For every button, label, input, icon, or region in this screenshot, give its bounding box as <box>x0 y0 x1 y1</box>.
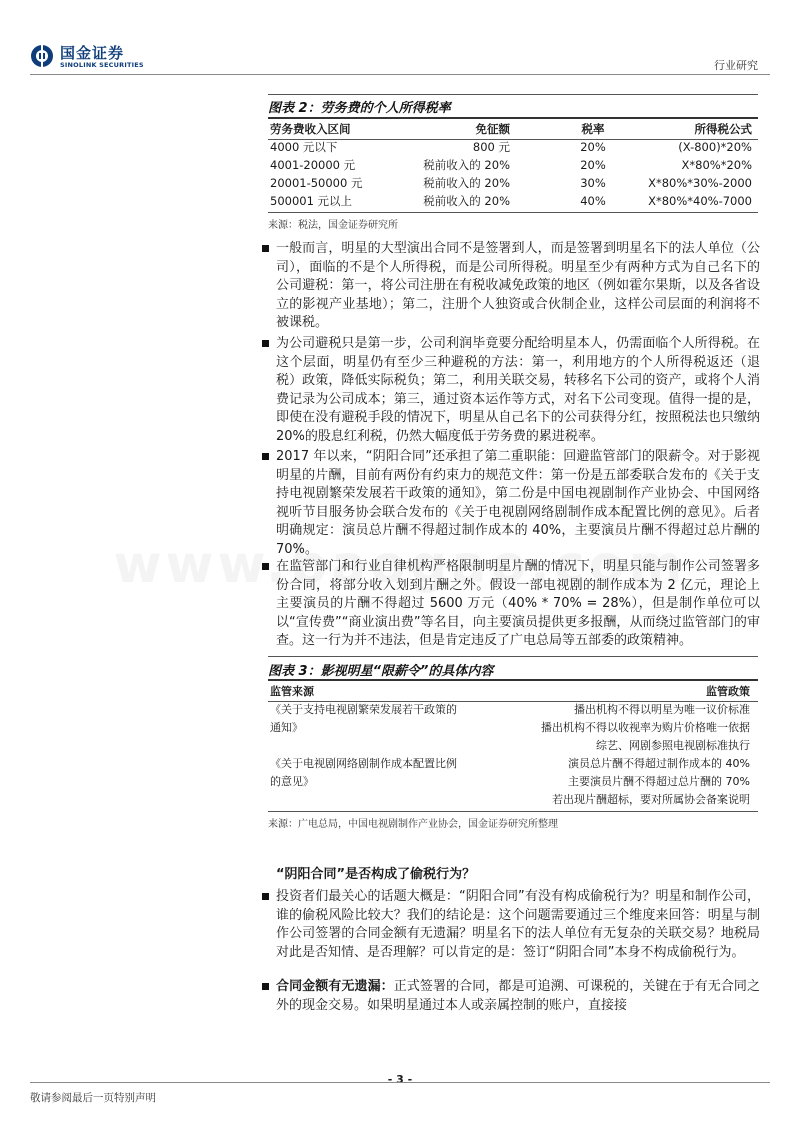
bullet-icon <box>262 983 269 990</box>
table-cell: 4001-20000 元 <box>270 158 356 172</box>
bullet-icon <box>262 893 269 900</box>
logo-english: SINOLINK SECURITIES <box>60 61 144 69</box>
paragraph <box>276 558 760 651</box>
table-cell: 800 元 <box>472 140 510 154</box>
bullet-icon <box>262 563 269 570</box>
table-cell: 500001 元以上 <box>270 194 353 208</box>
table-cell: (X-800)*20% <box>678 140 752 154</box>
table2-header-cell: 劳务费收入区间 <box>270 122 351 136</box>
table3-policy-cell: 主要演员片酬不得超过总片酬的 70% <box>568 775 750 788</box>
table3-header-source: 监管来源 <box>270 685 314 698</box>
section-title: “阴阳合同”是否构成了偷税行为？ <box>276 867 476 882</box>
footer-divider <box>30 1082 770 1083</box>
table-row <box>268 138 758 156</box>
footer-disclaimer: 敬请参阅最后一页特别声明 <box>30 1092 156 1104</box>
table-row <box>268 174 758 192</box>
section-tag: 行业研究 <box>714 59 758 72</box>
paragraph-text: 在监管部门和行业自律机构严格限制明星片酬的情况下，明星只能与制作公司签署多份合同，将部分收入划到片酬之外。假设一部电视剧的制作成本为 2 亿元，理论上主要演员的片酬不得超过 5600 万元（40% * 70% = 28%），但是制作单位可以以“宣传费”“商业演出费”等名目，向主要演员提供更多报酬，从而绕过监管部门的审查。这一行为并不违法，但是肯定违反了广电总局等五部委的政策精神。 <box>276 559 760 648</box>
table-cell: 税前收入的 20% <box>423 194 510 208</box>
paragraph-text: 正式签署的合同，都是可追溯、可课税的，关键在于有无合同之外的现金交易。如果明星通过本人或亲属控制的账户，直接接 <box>276 979 760 1013</box>
table2 <box>268 118 758 214</box>
paragraph-text: 投资者们最关心的话题大概是：“阴阳合同”有没有构成偷税行为？明星和制作公司，谁的偷税风险比较大？我们的结论是：这个问题需要通过三个维度来回答：明星与制作公司签署的合同金额有无遗漏？明星名下的法人单位有无复杂的关联交易？地税局对此是否知情、是否理解？可以肯定的是：签订“阴阳合同”本身不构成偷税行为。 <box>276 889 760 960</box>
table-cell: 税前收入的 20% <box>423 158 510 172</box>
logo-chinese: 国金证券 <box>60 44 125 62</box>
company-logo <box>30 42 148 74</box>
table-cell: 30% <box>580 176 606 190</box>
table-row <box>268 192 758 210</box>
paragraph-text: 为公司避税只是第一步，公司利润毕竟要分配给明星本人，仍需面临个人所得税。在这个层面，明星仍有至少三种避税的方法：第一，利用地方的个人所得税返还（退税）政策，降低实际税负；第二，利用关联交易，转移名下公司的资产，或将个人消费记录为公司成本；第三，通过资本运作等方式，对名下公司变现。值得一提的是，即使在没有避税手段的情况下，明星从自己名下的公司获得分红，按照税法也只缴纳 20%的股息红利税，仍然大幅度低于劳务费的累进税率。 <box>276 336 760 444</box>
table3-source-cell: 《关于电视剧网络剧制作成本配置比例的意见》 <box>270 757 457 788</box>
table3-source: 来源：广电总局，中国电视剧制作产业协会，国金证券研究所整理 <box>268 819 558 830</box>
table3-policy-cell: 综艺、网剧参照电视剧标准执行 <box>596 739 750 752</box>
bullet-icon <box>262 453 269 460</box>
table3-policy-cell: 演员总片酬不得超过制作成本的 40% <box>568 757 750 770</box>
header-divider <box>30 74 770 75</box>
table2-header-row <box>268 120 758 138</box>
paragraph <box>276 335 760 446</box>
table3-source-cell: 《关于支持电视剧繁荣发展若干政策的通知》 <box>270 703 457 734</box>
table-cell: 40% <box>580 194 606 208</box>
table3 <box>268 683 758 811</box>
table-cell: 20% <box>580 158 606 172</box>
table2-caption: 图表 2：劳务费的个人所得税率 <box>268 101 451 116</box>
bullet-icon <box>262 340 269 347</box>
table-cell: 20001-50000 元 <box>270 176 363 190</box>
paragraph <box>276 448 760 559</box>
table-cell: X*80%*20% <box>681 158 752 172</box>
table2-header-cell: 免征额 <box>475 122 510 136</box>
table3-policy-cell: 若出现片酬超标，要对所属协会备案说明 <box>552 793 750 806</box>
table3-policy-cell: 播出机构不得以收视率为购片价格唯一依据 <box>541 721 750 734</box>
paragraph-text: 2017 年以来，“阴阳合同”还承担了第二重职能：回避监管部门的限薪令。对于影视明星的片酬，目前有两份有约束力的规范文件：第一份是五部委联合发布的《关于支持电视剧繁荣发展若干政策的通知》，第二份是中国电视剧制作产业协会、中国网络视听节目服务协会联合发布的《关于电视剧网络剧制作成本配置比例的意见》。后者明确规定：演员总片酬不得超过制作成本的 40%，主要演员片酬不得超过总片酬的 70%。 <box>276 449 760 557</box>
table-cell: 20% <box>580 140 606 154</box>
table-row <box>268 156 758 174</box>
table-cell: 税前收入的 20% <box>423 176 510 190</box>
table2-header-cell: 所得税公式 <box>694 122 752 136</box>
table2-top-rule <box>268 94 758 95</box>
table2-source: 来源：税法，国金证券研究所 <box>268 220 398 231</box>
page-number: - 3 - <box>387 1073 413 1086</box>
table3-bottom-rule <box>268 811 758 812</box>
paragraph <box>276 888 760 962</box>
table2-bottom-rule <box>268 212 758 213</box>
table3-policy-cell: 播出机构不得以明星为唯一议价标准 <box>574 703 750 716</box>
table3-header-policy: 监管政策 <box>706 685 750 698</box>
table-cell: X*80%*30%-2000 <box>648 176 752 190</box>
sinolink-logo-icon <box>30 44 54 68</box>
paragraph <box>276 240 760 333</box>
table3-caption-rule <box>268 679 758 681</box>
paragraph-text: 一般而言，明星的大型演出合同不是签署到人，而是签署到明星名下的法人单位（公司），面临的不是个人所得税，而是公司所得税。明星至少有两种方式为自己名下的公司避税：第一，将公司注册在有税收减免政策的地区（例如霍尔果斯，以及各省设立的影视产业基地）；第二，注册个人独资或合伙制企业，这样公司层面的利润将不被课税。 <box>276 241 760 330</box>
table-cell: X*80%*40%-7000 <box>648 194 752 208</box>
paragraph-lead: 合同金额有无遗漏： <box>276 979 394 994</box>
table3-caption: 图表 3：影视明星“限薪令”的具体内容 <box>268 664 494 679</box>
bullet-icon <box>262 245 269 252</box>
paragraph <box>276 978 760 1015</box>
table2-header-cell: 税率 <box>581 122 605 136</box>
table3-top-rule <box>268 656 758 657</box>
table-cell: 4000 元以下 <box>270 140 338 154</box>
